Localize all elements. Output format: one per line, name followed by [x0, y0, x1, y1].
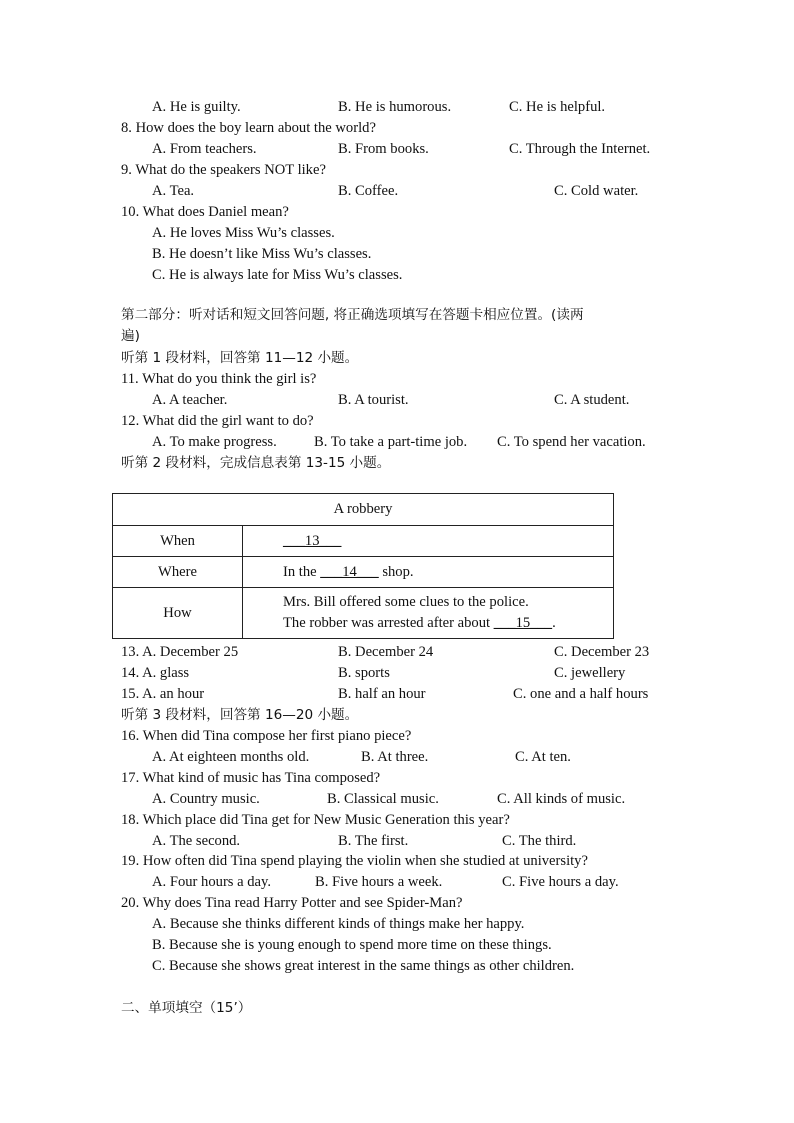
q17-option-c: C. All kinds of music.: [497, 791, 626, 807]
q14-option-b: B. sports: [338, 665, 390, 681]
q17-option-b: B. Classical music.: [327, 791, 439, 807]
q11-option-a: A. A teacher.: [152, 392, 228, 408]
q20-question: 20. Why does Tina read Harry Potter and see Spider-Man?: [121, 895, 463, 911]
q16-option-b: B. At three.: [361, 749, 429, 765]
q16-option-c: C. At ten.: [515, 749, 571, 765]
q7-option-a: A. He is guilty.: [152, 99, 241, 115]
q16-option-a: A. At eighteen months old.: [152, 749, 310, 765]
q20-option-a: A. Because she thinks different kinds of things make her happy.: [152, 916, 525, 932]
q9-option-b: B. Coffee.: [338, 183, 399, 199]
part2-section2-instruction: 听第 2 段材料，完成信息表第 13-15 小题。: [121, 455, 391, 471]
q19-option-a: A. Four hours a day.: [152, 874, 272, 890]
q20-option-c: C. Because she shows great interest in the same things as other children.: [152, 958, 575, 974]
q10-option-c: C. He is always late for Miss Wu’s classes.: [152, 267, 403, 283]
where-suffix: shop.: [378, 563, 414, 580]
q18-option-c: C. The third.: [502, 833, 577, 849]
blank-14: ___14___: [320, 563, 379, 580]
q17-question: 17. What kind of music has Tina composed?: [121, 770, 381, 786]
q12-option-b: B. To take a part-time job.: [314, 434, 468, 450]
q9-option-a: A. Tea.: [152, 183, 195, 199]
q17-option-a: A. Country music.: [152, 791, 260, 807]
q10-option-b: B. He doesn’t like Miss Wu’s classes.: [152, 246, 372, 262]
q18-question: 18. Which place did Tina get for New Music Generation this year?: [121, 812, 510, 828]
q18-option-a: A. The second.: [152, 833, 241, 849]
how-line2-suffix: .: [552, 615, 556, 631]
q9-option-c: C. Cold water.: [554, 183, 639, 199]
part2-heading-line2: 遍): [121, 328, 140, 344]
q10-question: 10. What does Daniel mean?: [121, 204, 289, 220]
q12-question: 12. What did the girl want to do?: [121, 413, 314, 429]
q8-option-c: C. Through the Internet.: [509, 141, 651, 157]
q20-option-b: B. Because she is young enough to spend more time on these things.: [152, 937, 552, 953]
blank-15: ___15___: [493, 615, 553, 631]
q7-option-c: C. He is helpful.: [509, 99, 606, 115]
table-how-value: [243, 588, 614, 639]
table-when-value: [243, 526, 614, 557]
q11-option-c: C. A student.: [554, 392, 630, 408]
q15-option-c: C. one and a half hours: [513, 686, 649, 702]
q12-option-a: A. To make progress.: [152, 434, 277, 450]
blank-13: ___13___: [283, 532, 342, 549]
part2-section1-instruction: 听第 1 段材料，回答第 11—12 小题。: [121, 350, 359, 366]
robbery-info-table: [112, 493, 614, 639]
q13-option-a: 13. A. December 25: [121, 644, 239, 660]
table-where-label: Where: [113, 557, 243, 588]
part2-section3-instruction: 听第 3 段材料，回答第 16—20 小题。: [121, 707, 359, 723]
section-two-heading: 二、单项填空（15’）: [121, 1000, 252, 1016]
q13-option-b: B. December 24: [338, 644, 434, 660]
table-how-label: How: [113, 588, 243, 639]
q10-option-a: A. He loves Miss Wu’s classes.: [152, 225, 335, 241]
how-line1: Mrs. Bill offered some clues to the police.: [283, 594, 529, 610]
q15-option-a: 15. A. an hour: [121, 686, 205, 702]
q8-question: 8. How does the boy learn about the world?: [121, 120, 376, 136]
q16-question: 16. When did Tina compose her first piano piece?: [121, 728, 412, 744]
q15-option-b: B. half an hour: [338, 686, 426, 702]
q12-option-c: C. To spend her vacation.: [497, 434, 646, 450]
table-when-label: When: [113, 526, 243, 557]
q19-question: 19. How often did Tina spend playing the violin when she studied at university?: [121, 853, 588, 869]
q18-option-b: B. The first.: [338, 833, 409, 849]
q14-option-a: 14. A. glass: [121, 665, 190, 681]
where-prefix: In the: [283, 563, 321, 580]
q19-option-b: B. Five hours a week.: [315, 874, 443, 890]
q11-question: 11. What do you think the girl is?: [121, 371, 317, 387]
q7-option-b: B. He is humorous.: [338, 99, 452, 115]
q19-option-c: C. Five hours a day.: [502, 874, 619, 890]
q8-option-a: A. From teachers.: [152, 141, 257, 157]
q13-option-c: C. December 23: [554, 644, 650, 660]
how-line2: [283, 613, 613, 634]
part2-heading-line1: 第二部分：听对话和短文回答问题, 将正确选项填写在答题卡相应位置。(读两: [121, 307, 584, 323]
q11-option-b: B. A tourist.: [338, 392, 409, 408]
q9-question: 9. What do the speakers NOT like?: [121, 162, 326, 178]
q8-option-b: B. From books.: [338, 141, 429, 157]
table-title: A robbery: [113, 494, 614, 526]
table-where-value: [243, 557, 614, 588]
q14-option-c: C. jewellery: [554, 665, 626, 681]
how-line2-prefix: The robber was arrested after about: [283, 615, 494, 631]
